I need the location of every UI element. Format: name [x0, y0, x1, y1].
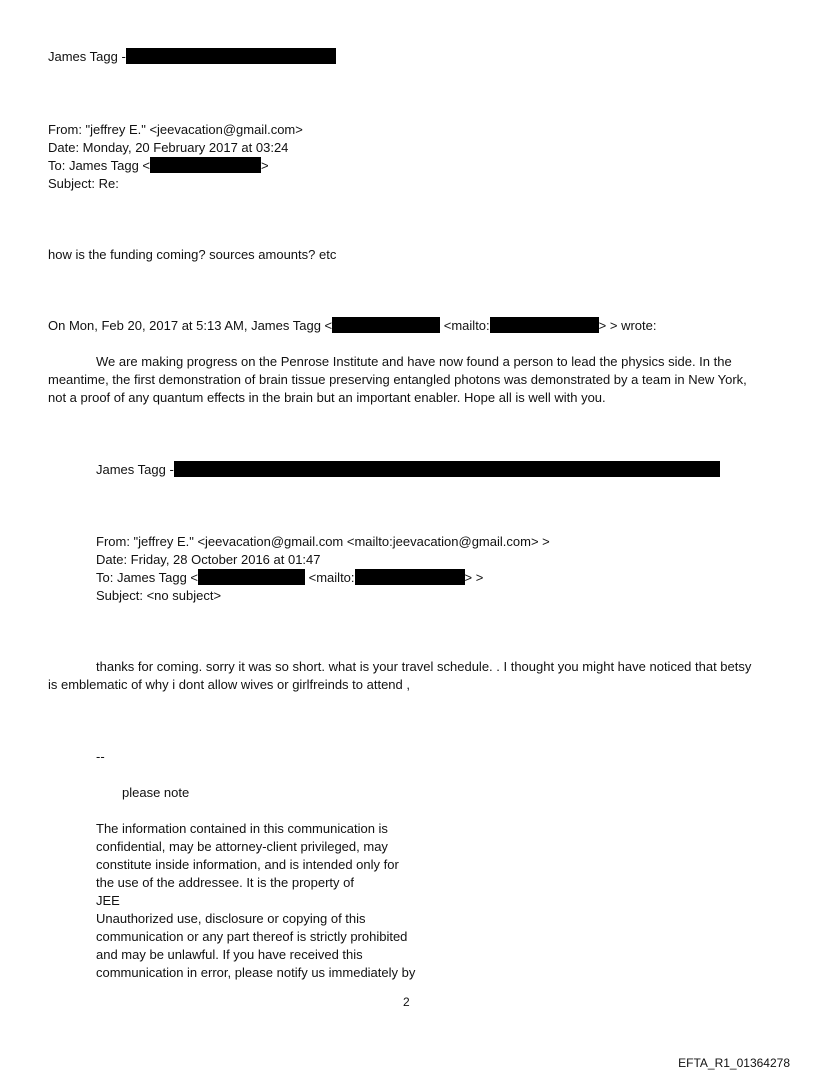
quote1-intro-mailto: <mailto:	[443, 318, 490, 333]
header-sender	[48, 48, 336, 66]
disclaimer-line: constitute inside information, and is intended only for	[96, 857, 399, 872]
email2-to-prefix: To: James Tagg <	[96, 570, 199, 585]
disclaimer-line: Unauthorized use, disclosure or copying of this	[96, 911, 366, 926]
email1-subject: Subject: Re:	[48, 176, 119, 191]
redaction-block	[150, 157, 261, 173]
email2-date: Date: Friday, 28 October 2016 at 01:47	[96, 552, 321, 567]
redaction-block	[198, 569, 305, 585]
quote1-body: We are making progress on the Penrose Institute and have now found a person to lead the physics side. In the meantime, the first demonstration of brain tissue preserving entangled photons was demonstrated by a team in New York, not a proof of any quantum effects in the brain but an important enabler. Hope all is well with you.	[48, 354, 747, 405]
email2-to-mailto: <mailto:	[308, 570, 355, 585]
document-id: EFTA_R1_01364278	[678, 1056, 790, 1070]
disclaimer-line: communication or any part thereof is strictly prohibited	[96, 929, 408, 944]
quote1-signature	[96, 461, 720, 479]
disclaimer	[96, 820, 415, 982]
quote1-intro	[48, 317, 656, 335]
quote1-intro-suffix: > > wrote:	[598, 318, 657, 333]
email2-subject: Subject: <no subject>	[96, 588, 222, 603]
quote1-intro-prefix: On Mon, Feb 20, 2017 at 5:13 AM, James Tagg <	[48, 318, 333, 333]
email1-body: how is the funding coming? sources amounts? etc	[48, 247, 337, 262]
email2-from: From: "jeffrey E." <jeevacation@gmail.com <mailto:jeevacation@gmail.com> >	[96, 534, 550, 549]
sender-name: James Tagg -	[48, 49, 126, 64]
email2-to	[96, 569, 483, 587]
email1-to	[48, 157, 269, 175]
disclaimer-line: communication in error, please notify us immediately by	[96, 965, 416, 980]
email1-from: From: "jeffrey E." <jeevacation@gmail.com>	[48, 122, 303, 137]
signature-name: James Tagg -	[96, 462, 174, 477]
redaction-block	[332, 317, 440, 333]
email1-to-prefix: To: James Tagg <	[48, 158, 151, 173]
please-note: please note	[122, 785, 190, 800]
email1-to-suffix: >	[261, 158, 269, 173]
signature-dashes: --	[96, 749, 105, 764]
redaction-block	[355, 569, 465, 585]
disclaimer-line: the use of the addressee. It is the property of	[96, 875, 354, 890]
disclaimer-line: The information contained in this communication is	[96, 821, 388, 836]
page-number: 2	[403, 995, 410, 1009]
disclaimer-line: and may be unlawful. If you have received this	[96, 947, 363, 962]
redaction-block	[490, 317, 599, 333]
redaction-block	[174, 461, 720, 477]
disclaimer-line: confidential, may be attorney-client privileged, may	[96, 839, 388, 854]
redaction-block	[126, 48, 336, 64]
email2-body: thanks for coming. sorry it was so short. what is your travel schedule. . I thought you might have noticed that betsy is emblematic of why i dont allow wives or girlfreinds to attend ,	[48, 659, 752, 692]
email1-date: Date: Monday, 20 February 2017 at 03:24	[48, 140, 289, 155]
disclaimer-line: JEE	[96, 893, 120, 908]
email2-to-suffix: > >	[464, 570, 484, 585]
